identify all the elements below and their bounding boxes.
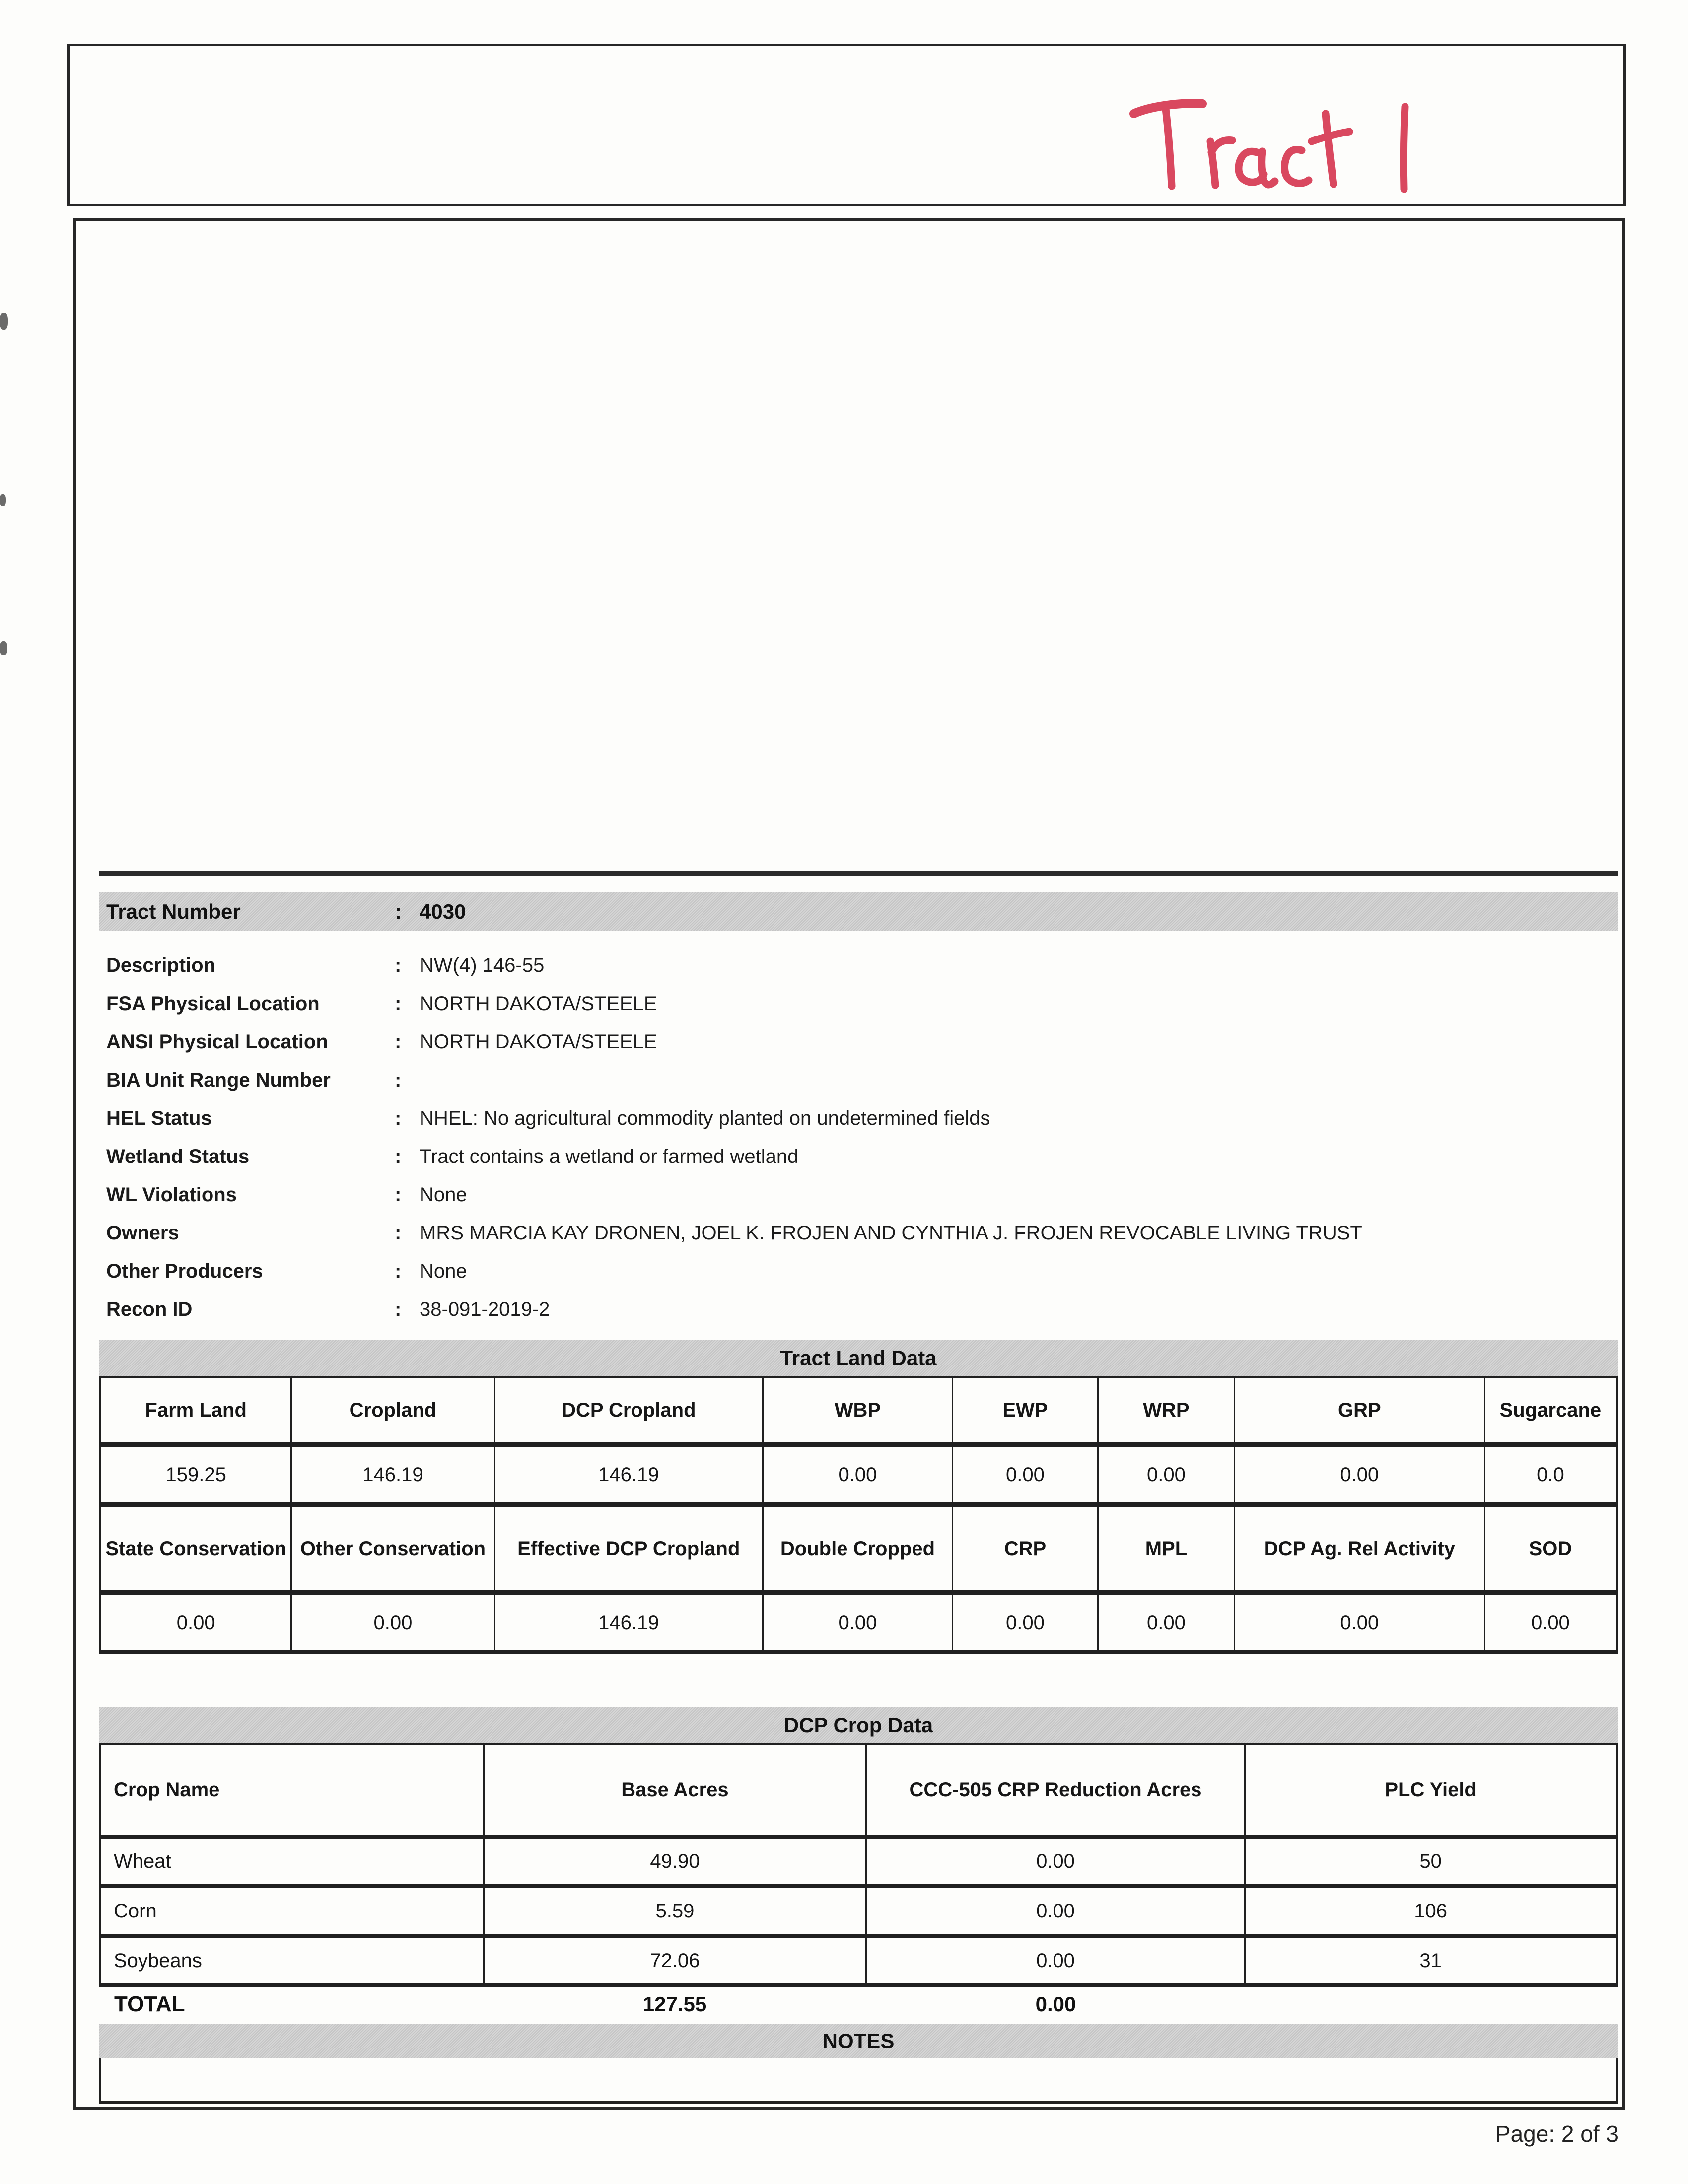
detail-row-owners (99, 1214, 1618, 1252)
dcp-crop-data-table (99, 1743, 1618, 1987)
data-cell: 146.19 (494, 1445, 763, 1505)
land-header-row-1 (100, 1377, 1617, 1445)
crop-name-cell: Wheat (100, 1837, 484, 1886)
colon-separator: : (395, 1107, 402, 1129)
data-cell: 50 (1245, 1837, 1617, 1886)
data-cell: 0.00 (1098, 1593, 1235, 1652)
tract-details-list (99, 947, 1618, 1329)
handwriting-stroke (1285, 149, 1309, 183)
data-cell: 0.00 (866, 1936, 1245, 1985)
notes-box (99, 2058, 1618, 2104)
detail-label: FSA Physical Location (106, 993, 320, 1015)
notes-title: NOTES (822, 2029, 895, 2052)
detail-value: NHEL: No agricultural commodity planted on undetermined fields (420, 1107, 990, 1129)
header-cell: PLC Yield (1245, 1744, 1617, 1837)
data-cell: 106 (1245, 1886, 1617, 1936)
data-cell: 0.00 (952, 1445, 1098, 1505)
colon-separator: : (395, 1069, 402, 1091)
detail-value: NW(4) 146-55 (420, 955, 545, 976)
detail-value: 38-091-2019-2 (420, 1298, 550, 1320)
tract-land-data-bar (99, 1340, 1618, 1376)
land-data-row-1 (100, 1445, 1617, 1505)
header-cell: MPL (1098, 1505, 1235, 1593)
data-cell: 0.00 (866, 1837, 1245, 1886)
data-cell: 146.19 (494, 1593, 763, 1652)
header-cell: DCP Cropland (494, 1377, 763, 1445)
detail-row-bia-unit-range (99, 1061, 1618, 1099)
detail-label: BIA Unit Range Number (106, 1069, 331, 1091)
crop-row-corn (100, 1886, 1617, 1936)
detail-row-other-producers (99, 1252, 1618, 1291)
header-cell: WRP (1098, 1377, 1235, 1445)
header-cell: EWP (952, 1377, 1098, 1445)
land-data-row-2 (100, 1593, 1617, 1652)
data-cell: 31 (1245, 1936, 1617, 1985)
land-header-row-2 (100, 1505, 1617, 1593)
header-cell: Farm Land (100, 1377, 291, 1445)
detail-value: NORTH DAKOTA/STEELE (420, 993, 657, 1015)
detail-value: None (420, 1260, 467, 1282)
header-cell: Base Acres (484, 1744, 866, 1837)
data-cell: 159.25 (100, 1445, 291, 1505)
colon-separator: : (395, 900, 402, 923)
crop-name-cell: Soybeans (100, 1936, 484, 1985)
data-cell: 49.90 (484, 1837, 866, 1886)
total-base-acres: 127.55 (642, 1992, 707, 2016)
colon-separator: : (395, 993, 402, 1015)
aerial-photo-area (76, 221, 1618, 866)
page-number: Page: 2 of 3 (1495, 2121, 1618, 2147)
detail-row-ansi-location (99, 1023, 1618, 1061)
handwriting-stroke (1211, 140, 1232, 153)
colon-separator: : (395, 1031, 402, 1053)
colon-separator: : (395, 955, 402, 976)
data-cell: 0.00 (763, 1593, 953, 1652)
detail-label: WL Violations (106, 1184, 237, 1206)
detail-label: Recon ID (106, 1298, 193, 1320)
data-cell: 0.00 (1484, 1593, 1617, 1652)
crop-row-soybeans (100, 1936, 1617, 1985)
header-box (67, 44, 1626, 206)
detail-row-fsa-location (99, 985, 1618, 1023)
detail-row-recon-id (99, 1291, 1618, 1329)
header-cell: Effective DCP Cropland (494, 1505, 763, 1593)
colon-separator: : (395, 1146, 402, 1167)
header-cell: WBP (763, 1377, 953, 1445)
colon-separator: : (395, 1184, 402, 1206)
data-cell: 0.00 (866, 1886, 1245, 1936)
section-divider-line (99, 871, 1618, 876)
detail-value: None (420, 1184, 467, 1206)
header-cell: Crop Name (100, 1744, 484, 1837)
crop-row-wheat (100, 1837, 1617, 1886)
detail-row-hel-status (99, 1099, 1618, 1138)
data-cell: 0.00 (763, 1445, 953, 1505)
data-cell: 72.06 (484, 1936, 866, 1985)
scan-artifact (0, 494, 6, 506)
colon-separator: : (395, 1298, 402, 1320)
handwriting-stroke (1326, 114, 1334, 184)
data-cell: 0.00 (291, 1593, 494, 1652)
detail-label: Wetland Status (106, 1146, 250, 1167)
total-ccc505: 0.00 (1035, 1992, 1076, 2016)
detail-label: Owners (106, 1222, 179, 1244)
header-cell: Double Cropped (763, 1505, 953, 1593)
detail-label: Description (106, 955, 216, 976)
header-cell: CCC-505 CRP Reduction Acres (866, 1744, 1245, 1837)
detail-value: NORTH DAKOTA/STEELE (420, 1031, 657, 1053)
crop-header-row (100, 1744, 1617, 1837)
tract-detail-box (73, 218, 1625, 2110)
data-cell: 0.0 (1484, 1445, 1617, 1505)
dcp-crop-data-bar (99, 1707, 1618, 1743)
handwriting-stroke (1262, 151, 1275, 185)
tract-number-value: 4030 (420, 900, 466, 923)
data-cell: 0.00 (1234, 1445, 1484, 1505)
detail-label: HEL Status (106, 1107, 212, 1129)
header-cell: GRP (1234, 1377, 1484, 1445)
header-cell: Sugarcane (1484, 1377, 1617, 1445)
handwriting-stroke (1404, 107, 1405, 189)
crop-total-row (99, 1988, 1618, 2021)
detail-row-description (99, 947, 1618, 985)
data-cell: 0.00 (100, 1593, 291, 1652)
dcp-crop-data-title: DCP Crop Data (783, 1713, 933, 1737)
handwritten-tract-annotation (1127, 83, 1425, 202)
colon-separator: : (395, 1260, 402, 1282)
header-cell: Cropland (291, 1377, 494, 1445)
header-cell: SOD (1484, 1505, 1617, 1593)
data-cell: 0.00 (1098, 1445, 1235, 1505)
data-cell: 5.59 (484, 1886, 866, 1936)
detail-value: MRS MARCIA KAY DRONEN, JOEL K. FROJEN AND CYNTHIA J. FROJEN REVOCABLE LIVING TRUST (420, 1222, 1362, 1244)
scan-artifact (0, 313, 8, 330)
data-cell: 0.00 (1234, 1593, 1484, 1652)
header-cell: CRP (952, 1505, 1098, 1593)
tract-number-label: Tract Number (106, 900, 241, 923)
tract-land-data-title: Tract Land Data (780, 1346, 937, 1369)
detail-row-wetland-status (99, 1138, 1618, 1176)
handwriting-stroke (1166, 109, 1172, 186)
detail-row-wl-violations (99, 1176, 1618, 1214)
tract-land-data-table (99, 1376, 1618, 1654)
data-cell: 146.19 (291, 1445, 494, 1505)
detail-value: Tract contains a wetland or farmed wetland (420, 1146, 799, 1167)
colon-separator: : (395, 1222, 402, 1244)
header-cell: DCP Ag. Rel Activity (1234, 1505, 1484, 1593)
header-cell: State Conservation (100, 1505, 291, 1593)
header-cell: Other Conservation (291, 1505, 494, 1593)
data-cell: 0.00 (952, 1593, 1098, 1652)
tract-number-bar (99, 892, 1618, 931)
total-label: TOTAL (114, 1992, 185, 2016)
scan-artifact (0, 641, 7, 655)
crop-name-cell: Corn (100, 1886, 484, 1936)
notes-bar (99, 2024, 1618, 2058)
detail-label: ANSI Physical Location (106, 1031, 328, 1053)
detail-label: Other Producers (106, 1260, 263, 1282)
